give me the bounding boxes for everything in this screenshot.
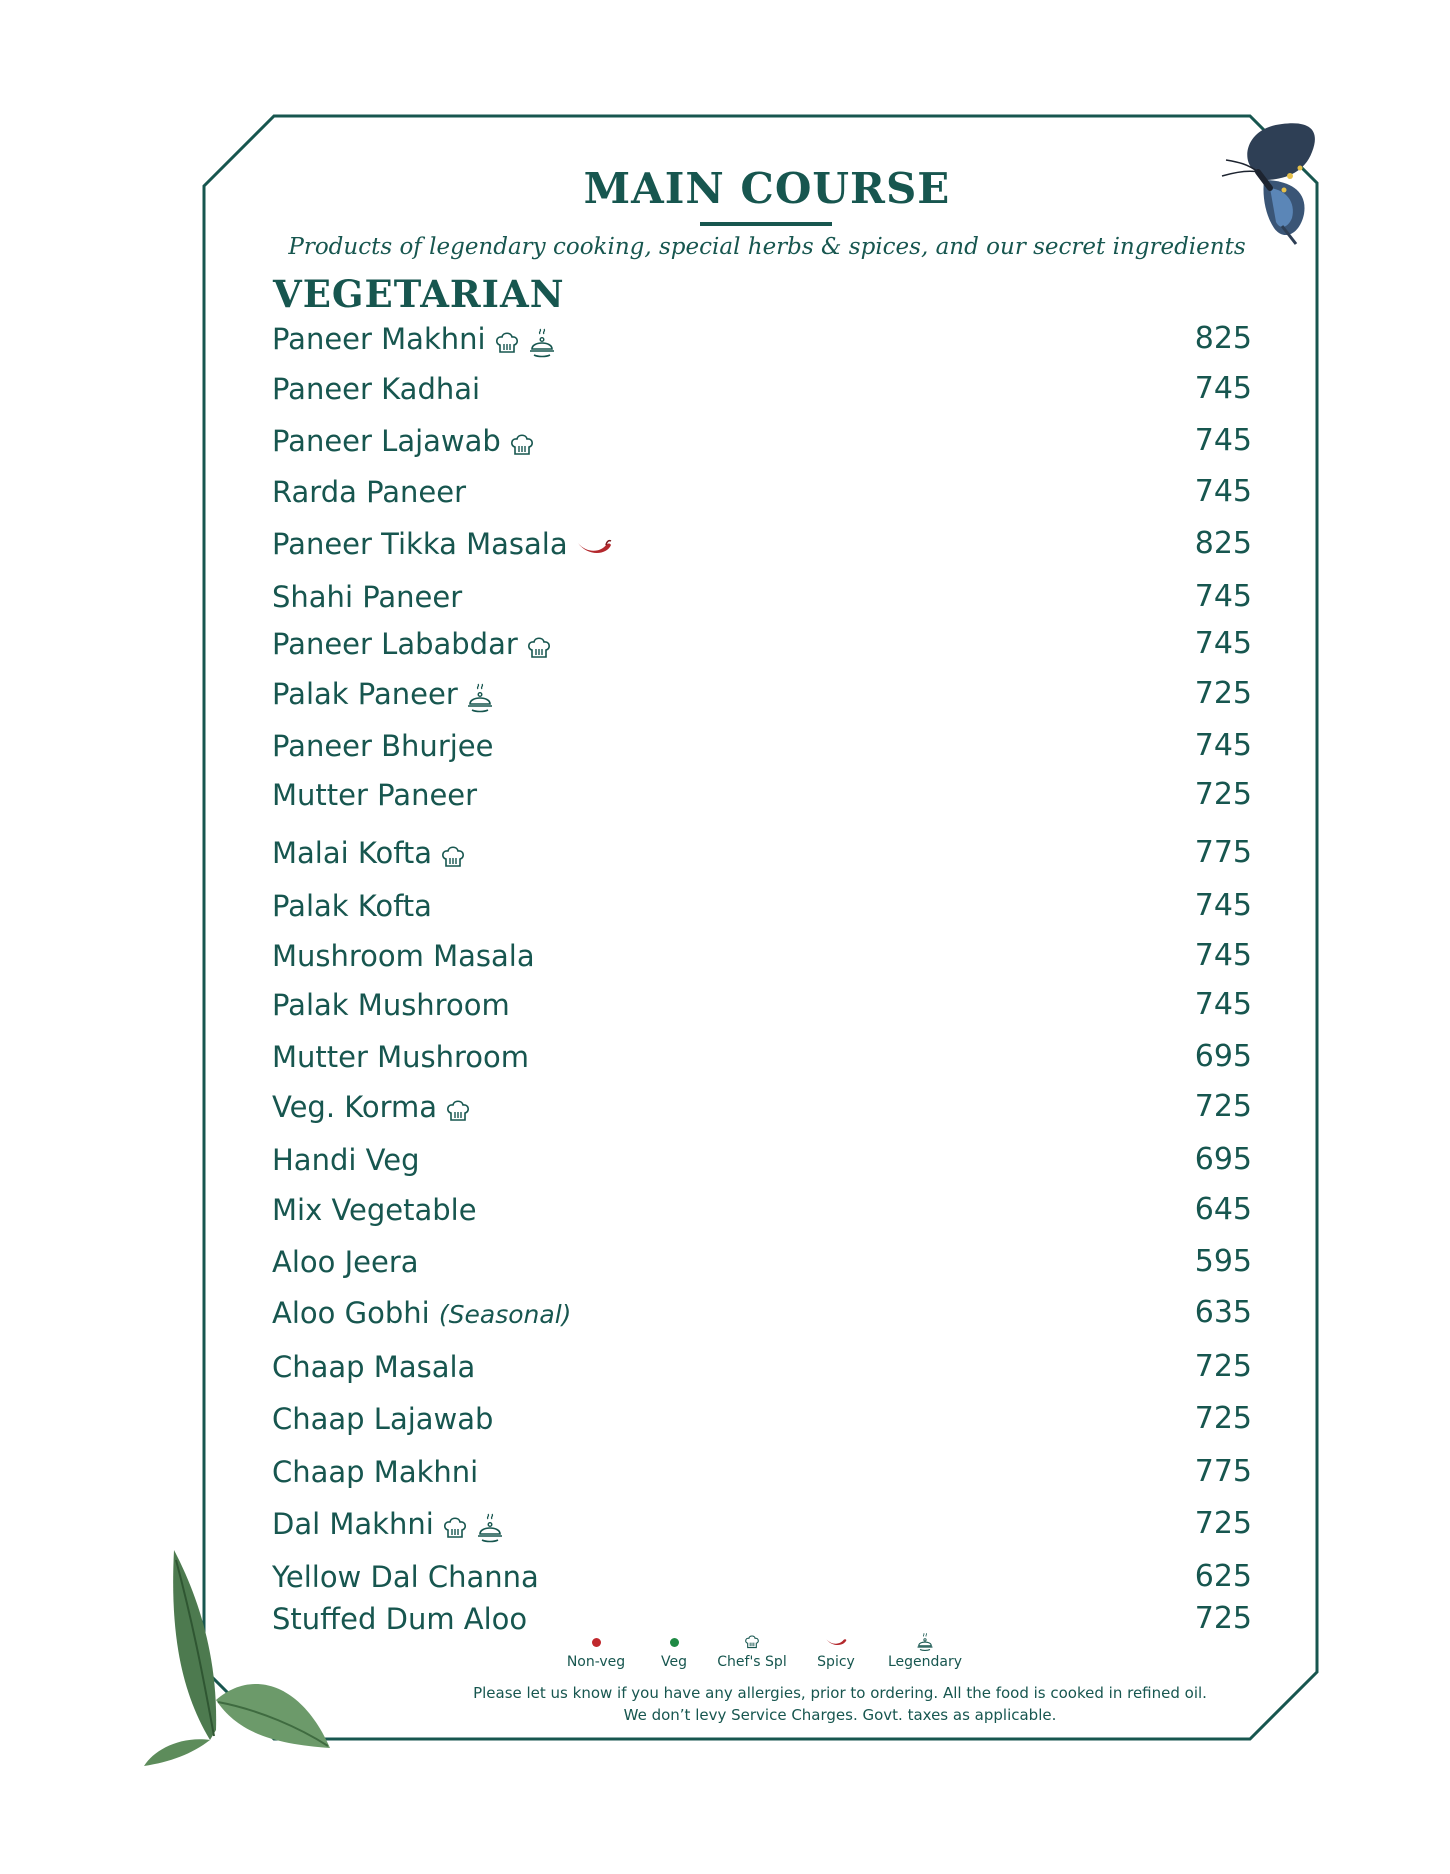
item-name	[272, 1190, 477, 1230]
item-price: 745	[1194, 888, 1252, 923]
item-name-text: Chaap Masala	[272, 1350, 476, 1384]
cloche-icon	[528, 326, 556, 360]
item-icons	[509, 423, 543, 463]
chili-icon	[576, 538, 612, 558]
item-price: 725	[1194, 1601, 1252, 1636]
menu-item	[272, 985, 1252, 1025]
item-price: 725	[1194, 1401, 1252, 1436]
item-price: 725	[1194, 777, 1252, 812]
item-name-text: Palak Mushroom	[272, 988, 510, 1022]
footer-tax-note: We don’t levy Service Charges. Govt. taxes as applicable.	[623, 1706, 1057, 1724]
chef-hat-icon	[442, 1515, 468, 1541]
item-name	[272, 1557, 539, 1597]
item-icons	[526, 626, 560, 666]
item-name-text: Aloo Gobhi	[272, 1296, 430, 1330]
item-name-text: Handi Veg	[272, 1143, 420, 1177]
item-price: 825	[1194, 321, 1252, 356]
item-icons	[442, 1506, 512, 1546]
page-title: MAIN COURSE	[583, 164, 951, 213]
item-name	[272, 472, 466, 512]
item-name-text: Dal Makhni	[272, 1507, 434, 1541]
item-name	[272, 1452, 478, 1492]
title-underline	[700, 222, 832, 226]
item-price: 775	[1194, 1454, 1252, 1489]
menu-item	[272, 1190, 1252, 1230]
item-price: 745	[1194, 371, 1252, 406]
menu-item	[272, 833, 1252, 873]
chef-hat-icon	[445, 1098, 471, 1124]
item-price: 695	[1194, 1142, 1252, 1177]
menu-item	[272, 1452, 1252, 1492]
item-icons	[445, 1089, 479, 1129]
chef-hat-icon	[744, 1634, 760, 1650]
item-name-text: Yellow Dal Channa	[272, 1560, 539, 1594]
legend-label: Non-veg	[566, 1654, 626, 1670]
item-name	[272, 886, 432, 926]
cloche-icon	[916, 1632, 934, 1652]
item-price: 725	[1194, 1349, 1252, 1384]
non-veg-dot-icon	[592, 1638, 601, 1647]
item-name	[272, 775, 477, 815]
item-name	[272, 421, 543, 463]
item-price: 695	[1194, 1039, 1252, 1074]
menu-item	[272, 1399, 1252, 1439]
menu-item	[272, 775, 1252, 815]
legend-label: Spicy	[817, 1654, 855, 1670]
menu-item	[272, 886, 1252, 926]
item-name	[272, 577, 462, 617]
legend	[0, 1630, 1450, 1680]
item-name	[272, 1140, 419, 1180]
item-name-text: Mutter Mushroom	[272, 1040, 530, 1074]
chef-hat-icon	[509, 432, 535, 458]
item-name-text: Shahi Paneer	[272, 580, 463, 614]
item-name-text: Paneer Bhurjee	[272, 729, 494, 763]
item-name	[272, 726, 493, 766]
menu-item	[272, 421, 1252, 461]
chili-icon	[825, 1636, 847, 1648]
item-name-text: Palak Kofta	[272, 889, 432, 923]
item-price: 745	[1194, 938, 1252, 973]
item-name-text: Veg. Korma	[272, 1090, 438, 1124]
item-name	[272, 1087, 479, 1129]
item-price: 725	[1194, 676, 1252, 711]
item-name-text: Stuffed Dum Aloo	[272, 1602, 528, 1636]
item-name-text: Chaap Makhni	[272, 1455, 479, 1489]
item-name-text: Mushroom Masala	[272, 939, 535, 973]
menu-item	[272, 1087, 1252, 1127]
menu-item	[272, 1293, 1252, 1333]
item-note: (Seasonal)	[438, 1300, 572, 1329]
item-name	[272, 1347, 475, 1387]
item-price: 635	[1194, 1295, 1252, 1330]
item-price: 725	[1194, 1506, 1252, 1541]
item-name	[272, 1399, 493, 1439]
item-icons	[440, 835, 474, 875]
cloche-icon	[476, 1511, 504, 1545]
item-name	[272, 936, 535, 976]
menu-item	[272, 1557, 1252, 1597]
item-name-text: Mix Vegetable	[272, 1193, 477, 1227]
item-name	[272, 1293, 571, 1335]
chef-hat-icon	[494, 330, 520, 356]
item-name	[272, 624, 560, 666]
item-name	[272, 1242, 419, 1282]
menu-item	[272, 1037, 1252, 1077]
menu-item	[272, 524, 1252, 564]
item-price: 745	[1194, 579, 1252, 614]
item-name-text: Paneer Kadhai	[272, 372, 481, 406]
item-name-text: Mutter Paneer	[272, 778, 478, 812]
item-price: 745	[1194, 987, 1252, 1022]
item-price: 825	[1194, 526, 1252, 561]
item-icons	[466, 676, 502, 716]
item-name	[272, 1037, 529, 1077]
item-price: 775	[1194, 835, 1252, 870]
menu-item	[272, 624, 1252, 664]
menu-item	[272, 726, 1252, 766]
item-name-text: Chaap Lajawab	[272, 1402, 494, 1436]
item-name-text: Palak Paneer	[272, 677, 458, 711]
item-price: 745	[1194, 423, 1252, 458]
menu-item	[272, 577, 1252, 617]
item-name-text: Malai Kofta	[272, 836, 433, 870]
item-price: 745	[1194, 474, 1252, 509]
item-name-text: Paneer Makhni	[272, 322, 486, 356]
item-icons	[494, 321, 564, 361]
footer-allergy-note: Please let us know if you have any allergies, prior to ordering. All the food is cooked in refined oil.	[473, 1684, 1207, 1702]
menu-item	[272, 1347, 1252, 1387]
legend-label: Veg	[661, 1654, 687, 1670]
menu-item	[272, 369, 1252, 409]
menu-item	[272, 674, 1252, 714]
menu-item	[272, 936, 1252, 976]
item-name-text: Aloo Jeera	[272, 1245, 419, 1279]
item-name	[272, 319, 564, 361]
item-name	[272, 985, 510, 1025]
item-price: 725	[1194, 1089, 1252, 1124]
chef-hat-icon	[440, 844, 466, 870]
item-name-text: Rarda Paneer	[272, 475, 467, 509]
item-name	[272, 833, 474, 875]
menu-item	[272, 472, 1252, 512]
menu-item	[272, 319, 1252, 359]
item-price: 595	[1194, 1244, 1252, 1279]
item-name	[272, 674, 502, 716]
item-name	[272, 524, 620, 566]
item-price: 745	[1194, 728, 1252, 763]
section-title: VEGETARIAN	[273, 272, 565, 316]
page-subtitle: Products of legendary cooking, special herbs & spices, and our secret ingredients	[288, 234, 1246, 260]
item-price: 625	[1194, 1559, 1252, 1594]
menu-item	[272, 1140, 1252, 1180]
menu-item	[272, 1242, 1252, 1282]
item-price: 645	[1194, 1192, 1252, 1227]
item-name-text: Paneer Lajawab	[272, 424, 501, 458]
item-name	[272, 1504, 512, 1546]
legend-legendary	[865, 1630, 985, 1670]
menu-item	[272, 1504, 1252, 1544]
item-name	[272, 369, 480, 409]
veg-dot-icon	[670, 1638, 679, 1647]
cloche-icon	[466, 681, 494, 715]
chef-hat-icon	[526, 635, 552, 661]
item-name-text: Paneer Tikka Masala	[272, 527, 568, 561]
item-icons	[576, 526, 620, 566]
item-name-text: Paneer Lababdar	[272, 627, 518, 661]
legend-label: Legendary	[887, 1654, 963, 1670]
legend-label: Chef's Spl	[717, 1654, 787, 1670]
item-price: 745	[1194, 626, 1252, 661]
